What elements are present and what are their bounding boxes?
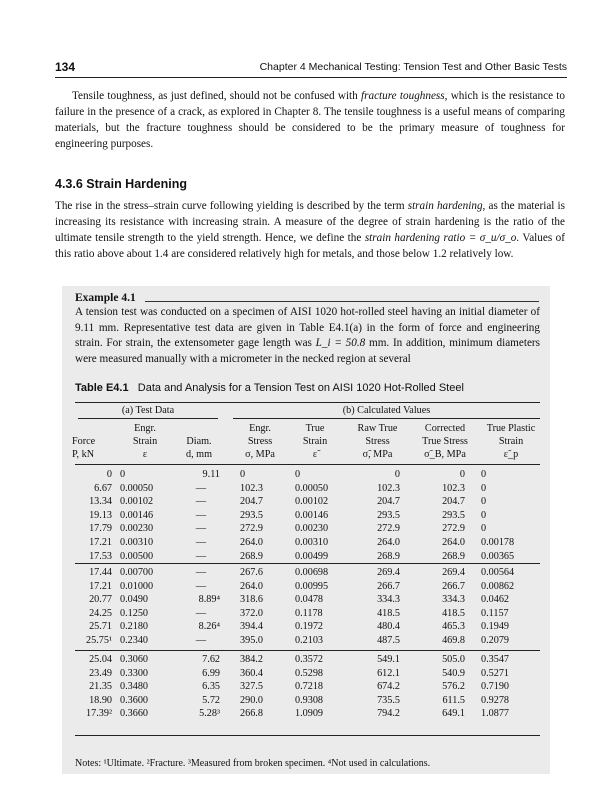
table-cell: 418.5 bbox=[442, 607, 465, 619]
table-cell: 8.89⁴ bbox=[198, 594, 220, 606]
table-cell: 0.9278 bbox=[481, 694, 510, 706]
table-cell: 0.00862 bbox=[481, 580, 515, 592]
table-cell: 487.5 bbox=[377, 635, 400, 646]
table-cell: 0.00700 bbox=[120, 567, 154, 578]
table-cell: 0 bbox=[120, 469, 126, 480]
header-row-1-cell: Corrected bbox=[424, 423, 466, 434]
header-row-3-cell: σ̃, MPa bbox=[362, 449, 393, 460]
table-cell: 0 bbox=[481, 496, 487, 508]
table-cell: 6.67 bbox=[94, 482, 112, 494]
table-cell: 290.0 bbox=[240, 694, 263, 706]
table-cell: 204.7 bbox=[377, 496, 400, 508]
header-row-3-cell: σ̃_B, MPa bbox=[424, 449, 466, 460]
table-cell: 0.00230 bbox=[295, 523, 329, 535]
table-cell: 0.3480 bbox=[120, 681, 149, 693]
table-cell: 1.0909 bbox=[295, 708, 324, 720]
table-cell: 0 bbox=[240, 469, 246, 480]
table-cell: 0.3060 bbox=[120, 654, 149, 665]
table-cell: 0 bbox=[481, 523, 487, 535]
table-cell: 735.5 bbox=[377, 694, 400, 706]
header-row-1-cell: True bbox=[305, 423, 325, 434]
table-cell: 293.5 bbox=[442, 509, 465, 521]
table-cell: — bbox=[195, 496, 207, 508]
table-cell: 465.3 bbox=[442, 621, 465, 633]
table-cell: 204.7 bbox=[442, 496, 465, 508]
table-notes: Notes: ¹Ultimate. ²Fracture. ³Measured from broken specimen. ⁴Not used in calculations. bbox=[75, 758, 431, 769]
table-cell: — bbox=[195, 580, 207, 592]
table-cell: 17.53 bbox=[89, 550, 112, 562]
table-cell: 266.7 bbox=[442, 580, 465, 592]
table-cell: 272.9 bbox=[442, 523, 465, 535]
table-cell: 21.35 bbox=[89, 681, 112, 693]
table-cell: 25.04 bbox=[89, 654, 112, 665]
table-cell: 0.00698 bbox=[295, 567, 329, 578]
header-row-2-cell: Force bbox=[72, 436, 96, 447]
table-cell: 0.01000 bbox=[120, 580, 154, 592]
table-cell: 0.3300 bbox=[120, 667, 149, 679]
header-bottom-rule bbox=[75, 464, 540, 465]
table-cell: 8.26⁴ bbox=[198, 621, 220, 633]
table-cell: 102.3 bbox=[240, 482, 263, 494]
table-cell: 0.00564 bbox=[481, 567, 515, 578]
table-cell: 0.00995 bbox=[295, 580, 329, 592]
table-cell: 0 bbox=[394, 469, 400, 480]
table-cell: 611.5 bbox=[442, 694, 465, 706]
table-cell: 0.7190 bbox=[481, 681, 510, 693]
table-cell: 0.0478 bbox=[295, 594, 324, 606]
table-cell: 0 bbox=[481, 482, 487, 494]
strain-hardening-paragraph: The rise in the stress–strain curve following yielding is described by the term strain hardening, as the material is increasing its resistance with increasing strain. A measure of the degree of strain hardening is the ratio of the ultimate tensile strength to the yield strength. Hence, we define the strain hardening ratio = σ_u/σ_o. Values of this ratio above about 1.4 are considered relatively high for metals, and those below 1.2 relatively low. bbox=[55, 200, 566, 260]
table-cell: — bbox=[195, 550, 207, 562]
example-text: A tension test was conducted on a specimen of AISI 1020 hot-rolled steel having an initial diameter of 9.11 mm. Representative test data are given in Table E4.1(a) in the form of force and engineering strain. For strain, the extensometer gage length was L_i = 50.8 mm. In addition, minimum diameters were measured manually with a micrometer in the necked region at several bbox=[75, 306, 540, 365]
table-cell: 674.2 bbox=[377, 681, 400, 693]
table-cell: 384.2 bbox=[240, 654, 263, 665]
table-cell: 0.00310 bbox=[295, 537, 329, 548]
header-row-3-cell: ε̃ bbox=[312, 449, 318, 460]
table-cell: 7.62 bbox=[202, 654, 220, 665]
table-cell: 266.7 bbox=[377, 580, 400, 592]
table-cell: 0.3547 bbox=[481, 654, 510, 665]
table-cell: 19.13 bbox=[89, 509, 112, 521]
table-cell: 0.5298 bbox=[295, 667, 324, 679]
table-cell: 268.9 bbox=[377, 550, 400, 562]
table-cell: 13.34 bbox=[89, 496, 112, 508]
table-cell: 0 bbox=[295, 469, 301, 480]
table-cell: 204.7 bbox=[240, 496, 263, 508]
header-row-2-cell: Diam. bbox=[186, 436, 212, 447]
table-cell: 264.0 bbox=[442, 537, 465, 548]
table-cell: 549.1 bbox=[377, 654, 400, 665]
table-cell: 20.77 bbox=[89, 594, 112, 606]
group-b-header: (b) Calculated Values bbox=[342, 405, 431, 416]
table-cell: 0 bbox=[481, 469, 487, 480]
table-cell: 24.25 bbox=[89, 607, 112, 619]
table-cell: 5.28³ bbox=[199, 708, 220, 720]
table-cell: 0.1157 bbox=[481, 607, 509, 619]
header-row-2-cell: Strain bbox=[302, 436, 328, 447]
table-cell: 612.1 bbox=[377, 667, 400, 679]
table-cell: 0.5271 bbox=[481, 667, 510, 679]
table-cell: 293.5 bbox=[377, 509, 400, 521]
table-cell: 418.5 bbox=[377, 607, 400, 619]
table-cell: 9.11 bbox=[202, 469, 220, 480]
table-cell: 264.0 bbox=[240, 580, 263, 592]
table-cell: 0.2103 bbox=[295, 635, 324, 646]
group-b-rule bbox=[233, 418, 540, 419]
table-cell: 794.2 bbox=[377, 708, 400, 720]
running-header bbox=[55, 60, 567, 78]
table-cell: 0.0490 bbox=[120, 594, 149, 606]
table-cell: 0.9308 bbox=[295, 694, 324, 706]
table-cell: 0.1972 bbox=[295, 621, 324, 633]
page-number: 134 bbox=[55, 60, 76, 74]
table-cell: 269.4 bbox=[442, 567, 465, 578]
table-cell: 0.2340 bbox=[120, 635, 149, 646]
table-cell: 0.2180 bbox=[120, 621, 149, 633]
table-caption: Table E4.1 Data and Analysis for a Tension Test on AISI 1020 Hot-Rolled Steel bbox=[75, 382, 464, 394]
table-cell: 0.00102 bbox=[120, 496, 154, 508]
table-cell: 0.1949 bbox=[481, 621, 510, 633]
table-cell: 360.4 bbox=[240, 667, 263, 679]
table-cell: 505.0 bbox=[442, 654, 465, 665]
table-cell: 0.00050 bbox=[120, 482, 154, 494]
table-cell: 394.4 bbox=[240, 621, 263, 633]
table-cell: 23.49 bbox=[89, 667, 112, 679]
table-cell: — bbox=[195, 607, 207, 619]
header-row-3-cell: ε̃_p bbox=[503, 449, 519, 460]
table-bottom-rule bbox=[75, 735, 540, 736]
header-row-3-cell: P, kN bbox=[72, 449, 95, 460]
header-row-2-cell: True Stress bbox=[422, 436, 468, 447]
header-row-3-cell: σ, MPa bbox=[245, 449, 275, 460]
table-cell: 0.00178 bbox=[481, 537, 515, 548]
header-row-2-cell: Strain bbox=[132, 436, 158, 447]
table-cell: 6.99 bbox=[202, 667, 220, 679]
table-cell: 25.75¹ bbox=[86, 635, 112, 646]
table-cell: 318.6 bbox=[240, 594, 263, 606]
header-row-3-cell: d, mm bbox=[185, 449, 213, 460]
header-row-2-cell: Stress bbox=[247, 436, 273, 447]
intro-paragraph: Tensile toughness, as just defined, should not be confused with fracture toughness, which is the resistance to failure in the presence of a crack, as explored in Chapter 8. The tensile toughness is a useful means of comparing materials, but the fracture toughness should be considered to be the primary measure of toughness for engineering purposes. bbox=[55, 90, 565, 150]
table-cell: — bbox=[195, 537, 207, 548]
example-title-rule bbox=[145, 301, 539, 302]
table-cell: 469.8 bbox=[442, 635, 465, 646]
table-cell: 576.2 bbox=[442, 681, 465, 693]
table-cell: 266.8 bbox=[240, 708, 263, 720]
table-cell: 0.2079 bbox=[481, 635, 510, 646]
header-row-2-cell: Strain bbox=[498, 436, 524, 447]
header-row-1-cell: Raw True bbox=[357, 423, 398, 434]
table-cell: 268.9 bbox=[442, 550, 465, 562]
table-cell: 0 bbox=[106, 469, 112, 480]
table-cell: 0.00050 bbox=[295, 482, 329, 494]
section-heading: 4.3.6 Strain Hardening bbox=[55, 177, 187, 191]
table-cell: 0.00146 bbox=[295, 509, 329, 521]
table-cell: 264.0 bbox=[377, 537, 400, 548]
header-row-1-cell: True Plastic bbox=[486, 423, 536, 434]
table-cell: 17.21 bbox=[89, 580, 112, 592]
header-row-3-cell: ε bbox=[142, 449, 148, 460]
table-cell: 272.9 bbox=[377, 523, 400, 535]
running-title: Chapter 4 Mechanical Testing: Tension Test and Other Basic Tests bbox=[259, 61, 567, 73]
header-row-2-cell: Stress bbox=[365, 436, 390, 447]
table-cell: 102.3 bbox=[377, 482, 400, 494]
table-cell: 0.00230 bbox=[120, 523, 154, 535]
group-2-rule bbox=[75, 650, 540, 651]
header-row-1-cell: Engr. bbox=[134, 423, 156, 434]
table-cell: 540.9 bbox=[442, 667, 465, 679]
table-cell: 17.21 bbox=[89, 537, 112, 548]
table-cell: 17.79 bbox=[89, 523, 112, 535]
table-cell: 327.5 bbox=[240, 681, 263, 693]
table-cell: 0 bbox=[459, 469, 465, 480]
table-cell: 480.4 bbox=[377, 621, 400, 633]
table-cell: — bbox=[195, 523, 207, 535]
table-cell: 0.00146 bbox=[120, 509, 154, 521]
table-cell: 17.44 bbox=[89, 567, 112, 578]
table-cell: 1.0877 bbox=[481, 708, 510, 720]
table-cell: 0.7218 bbox=[295, 681, 324, 693]
table-cell: 395.0 bbox=[240, 635, 263, 646]
table-cell: — bbox=[195, 509, 207, 521]
table-cell: 17.39² bbox=[86, 708, 112, 720]
table-cell: 0.00500 bbox=[120, 550, 154, 562]
table-cell: 6.35 bbox=[202, 681, 220, 693]
table-cell: 0.3572 bbox=[295, 654, 324, 665]
table-cell: 0.00102 bbox=[295, 496, 329, 508]
table-cell: 0.3660 bbox=[120, 708, 149, 720]
table-cell: 267.6 bbox=[240, 567, 263, 578]
group-1-rule bbox=[75, 563, 540, 564]
table-cell: 102.3 bbox=[442, 482, 465, 494]
group-a-header: (a) Test Data bbox=[121, 405, 175, 416]
table-cell: 0.00365 bbox=[481, 550, 515, 562]
table-cell: 268.9 bbox=[240, 550, 263, 562]
table-cell: — bbox=[195, 482, 207, 494]
table-cell: 0.1250 bbox=[120, 607, 149, 619]
table-cell: 334.3 bbox=[442, 594, 465, 606]
table-cell: — bbox=[195, 567, 207, 578]
table-cell: 0.1178 bbox=[295, 607, 323, 619]
table-cell: 0.0462 bbox=[481, 594, 510, 606]
table-cell: 0.00499 bbox=[295, 550, 329, 562]
table-cell: 25.71 bbox=[89, 621, 112, 633]
table-cell: 0.00310 bbox=[120, 537, 154, 548]
group-a-rule bbox=[78, 418, 218, 419]
table-cell: — bbox=[195, 635, 207, 646]
table-top-rule bbox=[75, 402, 540, 403]
example-title: Example 4.1 bbox=[75, 292, 136, 304]
table-cell: 272.9 bbox=[240, 523, 263, 535]
table-cell: 5.72 bbox=[202, 694, 220, 706]
table-cell: 293.5 bbox=[240, 509, 263, 521]
table-cell: 334.3 bbox=[377, 594, 400, 606]
table-cell: 372.0 bbox=[240, 607, 263, 619]
table-cell: 18.90 bbox=[89, 694, 112, 706]
table-cell: 0.3600 bbox=[120, 694, 149, 706]
table-cell: 269.4 bbox=[377, 567, 400, 578]
table-cell: 264.0 bbox=[240, 537, 263, 548]
table-cell: 0 bbox=[481, 509, 487, 521]
table-cell: 649.1 bbox=[442, 708, 465, 720]
header-row-1-cell: Engr. bbox=[249, 423, 271, 434]
